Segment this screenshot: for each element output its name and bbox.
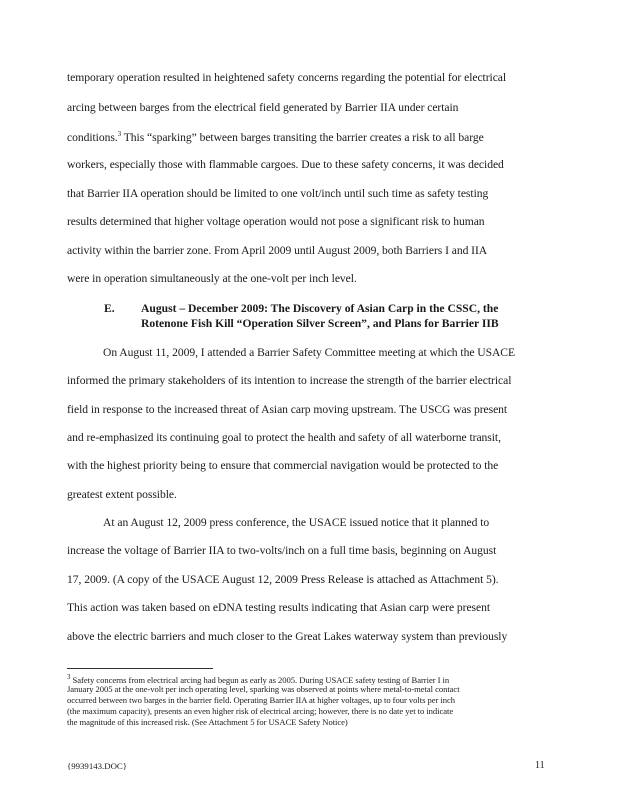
footnote-separator (67, 668, 213, 669)
body-line: increase the voltage of Barrier IIA to two-volts/inch on a full time basis, beginning on August (67, 544, 497, 557)
body-line: This action was taken based on eDNA testing results indicating that Asian carp were present (67, 601, 491, 614)
body-line: workers, especially those with flammable cargoes. Due to these safety concerns, it was decided (67, 158, 504, 171)
body-line (67, 130, 484, 144)
document-id: {9939143.DOC} (67, 761, 128, 771)
body-line: informed the primary stakeholders of its intention to increase the strength of the barrier electrical (67, 374, 512, 387)
section-title-line: August – December 2009: The Discovery of Asian Carp in the CSSC, the (141, 302, 499, 315)
body-line: 17, 2009. (A copy of the USACE August 12, 2009 Press Release is attached as Attachment 5). (67, 573, 499, 586)
body-line: and re-emphasized its continuing goal to protect the health and safety of all waterborne transit, (67, 431, 501, 444)
footnote-line: January 2005 at the one-volt per inch operating level, sparking was observed at points where metal-to-metal contact (67, 684, 460, 694)
body-line: On August 11, 2009, I attended a Barrier Safety Committee meeting at which the USACE (103, 346, 516, 359)
footnote-line: (the maximum capacity), presents an even higher risk of electrical arcing; however, there is no date yet to indicate (67, 706, 454, 716)
body-line: above the electric barriers and much closer to the Great Lakes waterway system than previously (67, 630, 508, 643)
body-line: field in response to the increased threat of Asian carp moving upstream. The USCG was present (67, 403, 508, 416)
body-line: At an August 12, 2009 press conference, the USACE issued notice that it planned to (103, 516, 490, 529)
footnote-ref[interactable]: 3 (117, 130, 122, 138)
section-letter: E. (104, 302, 115, 315)
section-title-line: Rotenone Fish Kill “Operation Silver Screen”, and Plans for Barrier IIB (141, 317, 499, 330)
footnote-number: 3 (67, 673, 71, 681)
footnote-line: occurred between two barges in the barrier field. Operating Barrier IIA at higher voltages, up to four volts per inch (67, 695, 455, 705)
footnote-text: Safety concerns from electrical arcing had begun as early as 2005. During USACE safety testing of Barrier I in (70, 674, 450, 685)
body-line: greatest extent possible. (67, 488, 177, 501)
body-line: that Barrier IIA operation should be limited to one volt/inch until such time as safety testing (67, 187, 489, 200)
body-text: conditions. (67, 130, 118, 144)
body-text: This “sparking” between barges transiting the barrier creates a risk to all barge (121, 130, 484, 144)
body-line: with the highest priority being to ensure that commercial navigation would be protected to the (67, 459, 499, 472)
body-line: activity within the barrier zone. From April 2009 until August 2009, both Barriers I and IIA (67, 244, 488, 257)
page-number: 11 (535, 760, 545, 771)
body-line: arcing between barges from the electrical field generated by Barrier IIA under certain (67, 101, 459, 114)
footnote-line: the magnitude of this increased risk. (See Attachment 5 for USACE Safety Notice) (67, 717, 348, 727)
body-line: were in operation simultaneously at the one-volt per inch level. (67, 272, 357, 285)
body-line: temporary operation resulted in heightened safety concerns regarding the potential for electrical (67, 71, 507, 84)
body-line: results determined that higher voltage operation would not pose a significant risk to human (67, 215, 485, 228)
